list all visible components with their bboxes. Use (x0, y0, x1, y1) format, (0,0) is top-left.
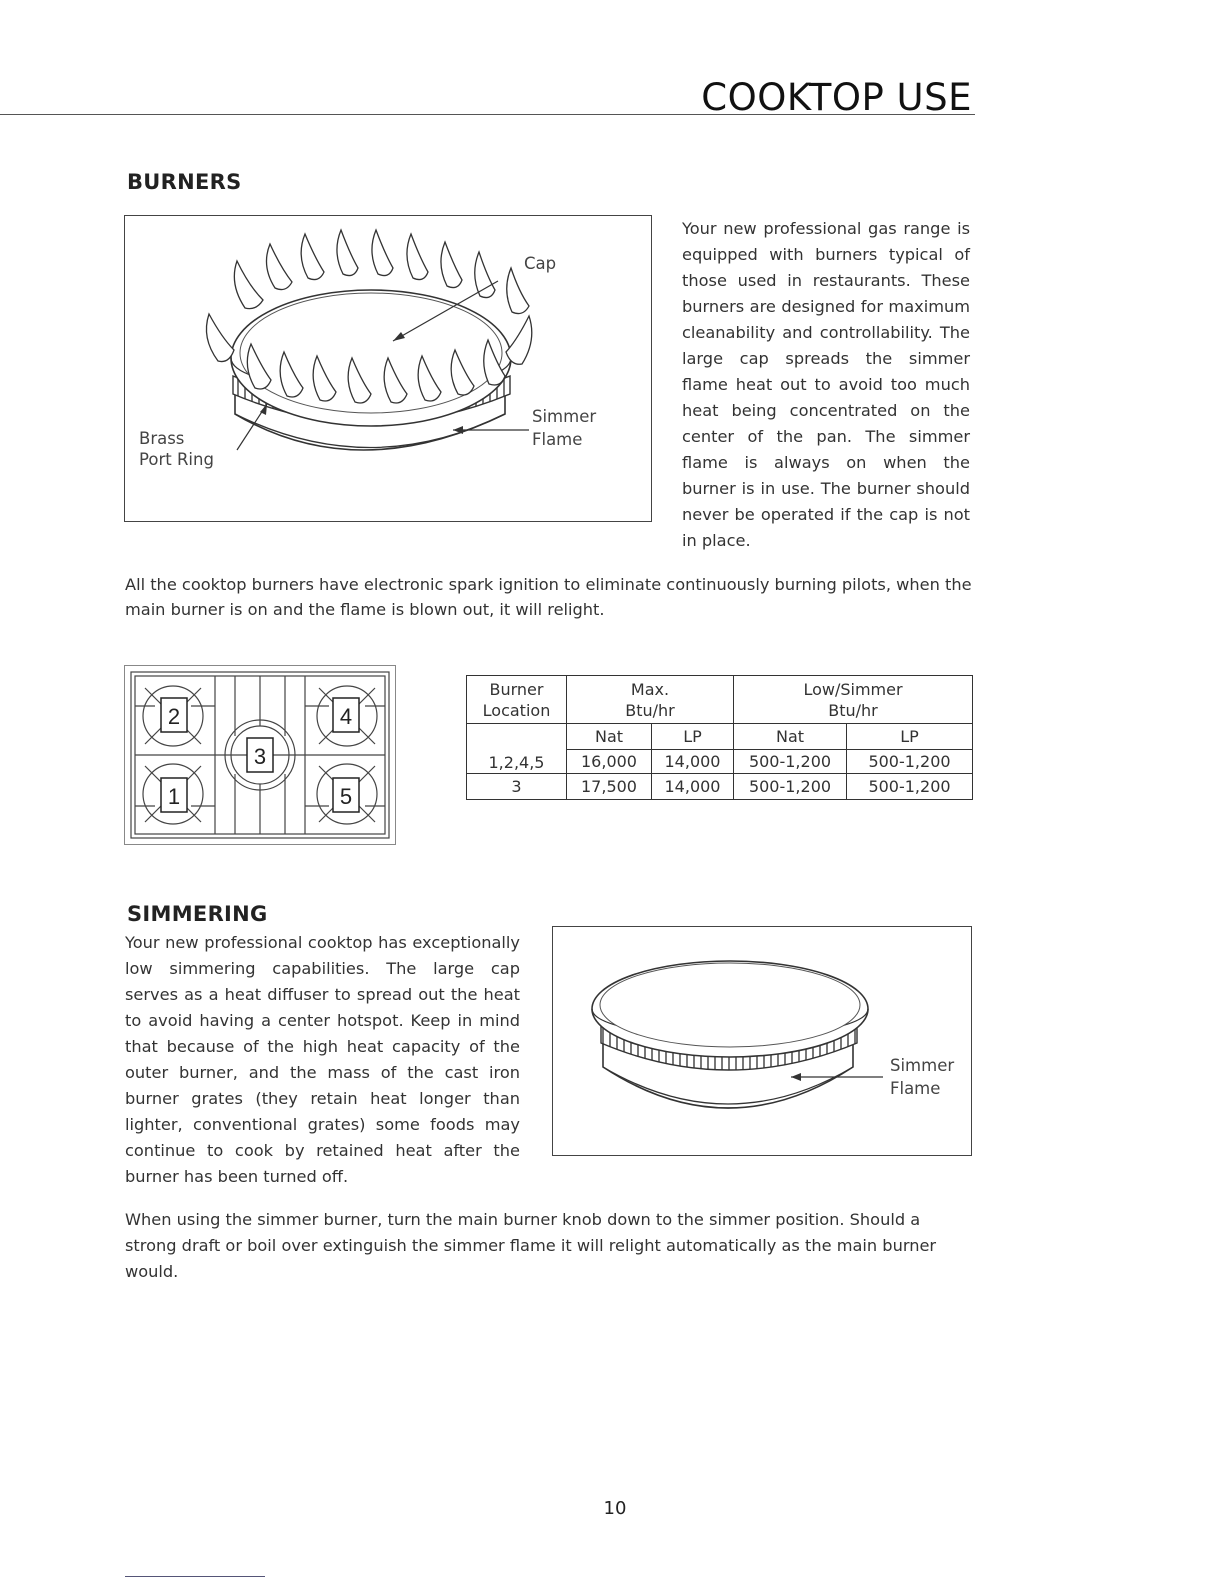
table-cell: 16,000 (567, 750, 652, 774)
burner-layout-diagram (124, 665, 396, 845)
table-cell: 14,000 (652, 774, 734, 800)
table-cell: 3 (467, 774, 567, 800)
table-cell: 500-1,200 (734, 750, 847, 774)
burner-number-1: 1 (167, 784, 181, 809)
burners-intro: Your new professional gas range is equipped with burners typical of those used in restaurants. These burners are designed for maximum cleanability and controllability. The large cap spreads the simmer flame heat out to avoid too much heat being concentrated on the center of the pan. The simmer flame is always on when the burner is in use. The burner should never be operated if the cap is not in place. (682, 219, 970, 550)
low-simmer-header (734, 676, 973, 724)
simmer-note: When using the simmer burner, turn the main burner knob down to the simmer position. Should a strong draft or boil over extinguish the simmer flame it will relight automatically as the main burner would. (125, 1210, 937, 1281)
table-cell: 14,000 (652, 750, 734, 774)
low-unit: Btu/hr (828, 700, 878, 720)
simmer-burner-illustration (553, 927, 971, 1155)
simmer-label-2: Simmer (890, 1056, 955, 1075)
flame-label-2: Flame (890, 1079, 941, 1098)
table-cell: 500-1,200 (847, 774, 973, 800)
btu-table (466, 675, 973, 800)
table-subheader: LP (847, 724, 973, 750)
simmering-heading: SIMMERING (127, 902, 268, 926)
burner-figure (124, 215, 652, 522)
burner-number-5: 5 (339, 784, 353, 809)
table-subheader: LP (652, 724, 734, 750)
ignition-text: All the cooktop burners have electronic spark ignition to eliminate continuously burning pilots, when the main burner is on and the flame is blown out, it will relight. (125, 575, 972, 619)
table-header-row (467, 676, 973, 724)
max-unit: Btu/hr (625, 700, 675, 720)
table-cell: 17,500 (567, 774, 652, 800)
footer-line (125, 1576, 265, 1577)
burner-number-4: 4 (339, 704, 353, 729)
low-label: Low/Simmer (803, 679, 903, 699)
port-ring-label: Port Ring (139, 450, 214, 469)
flame-label: Flame (532, 430, 583, 449)
table-cell: 500-1,200 (847, 750, 973, 774)
brass-label: Brass (139, 429, 185, 448)
page-number: 10 (603, 1498, 627, 1519)
table-cell: 1,2,4,5 (467, 724, 567, 774)
simmering-text: Your new professional cooktop has exceptionally low simmering capabilities. The large cap serves as a heat diffuser to spread out the heat to avoid having a center hotspot. Keep in mind that because of the high heat capacity of the outer burner, and the mass of the cast iron burner grates (they retain heat longer than lighter, conventional grates) some foods may continue to cook by retained heat after the burner has been turned off. (125, 933, 520, 1186)
burner-illustration (125, 216, 651, 521)
page-title: COOKTOP USE (701, 76, 972, 119)
max-label: Max. (630, 679, 670, 699)
table-subheader-row (467, 724, 973, 750)
simmer-figure (552, 926, 972, 1156)
burner-number-3: 3 (253, 744, 267, 769)
burner-number-2: 2 (167, 704, 181, 729)
table-subheader: Nat (734, 724, 847, 750)
location-header: Location (482, 700, 551, 720)
table-row (467, 774, 973, 800)
simmer-label: Simmer (532, 407, 597, 426)
title-rule (0, 114, 975, 115)
table-cell: 500-1,200 (734, 774, 847, 800)
cap-label: Cap (524, 254, 557, 273)
max-header (567, 676, 734, 724)
burner-header: Burner (489, 679, 544, 699)
table-subheader: Nat (567, 724, 652, 750)
burners-heading: BURNERS (127, 170, 242, 194)
burner-location-header (467, 676, 567, 724)
burner-grate-illustration (125, 666, 395, 844)
